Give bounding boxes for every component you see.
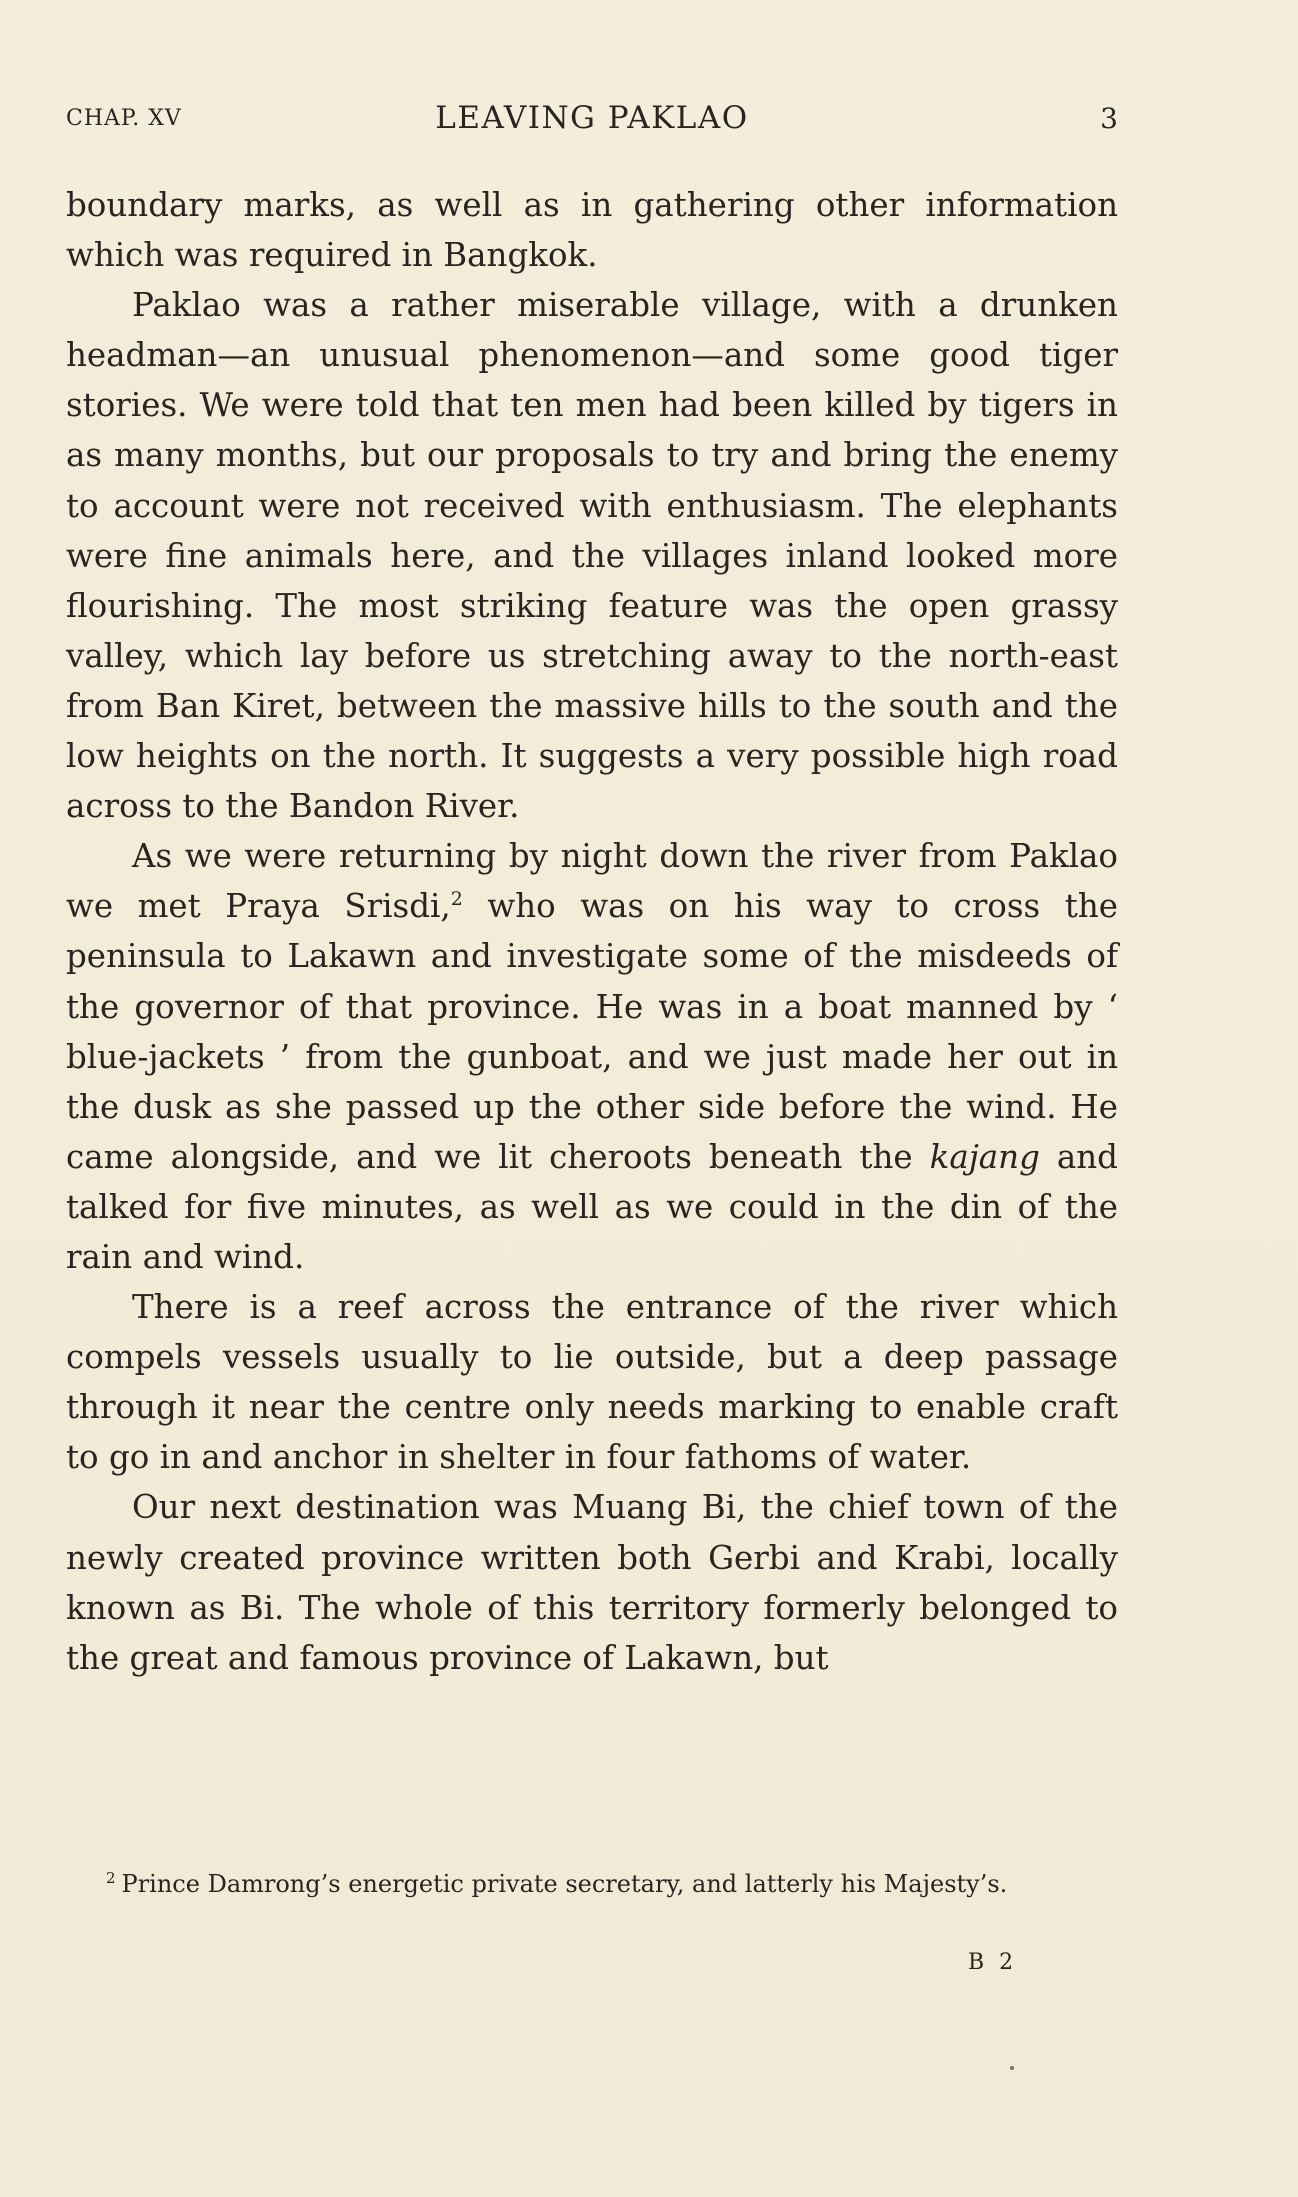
footnote-ref: 2 (450, 888, 463, 911)
running-header (66, 100, 1118, 140)
paper-speck (1010, 2066, 1014, 2070)
paragraph (66, 280, 1118, 831)
footnote-marker: 2 (106, 1869, 116, 1887)
paragraph-text: and talked for five minutes, as well as we could in the din of the rain and wind. (66, 1137, 1118, 1276)
paragraph (66, 180, 1118, 280)
paragraph-text: There is a reef across the entrance of the river which compels vessels usually to lie outside, but a deep passage through it near the centre only needs marking to enable craft to go in and anchor in shelter in four fathoms of water. (66, 1288, 1118, 1477)
page-title: LEAVING PAKLAO (435, 100, 749, 136)
signature-mark: B 2 (968, 1950, 1018, 1975)
footnote-text: Prince Damrong’s energetic private secretary, and latterly his Majesty’s. (121, 1870, 1008, 1898)
paragraph-text: Our next destination was Muang Bi, the chief town of the newly created province written both Gerbi and Krabi, locally known as Bi. The whole of this territory formerly belonged to the great and famous province of Lakawn, but (66, 1488, 1118, 1677)
footnote (66, 1866, 1118, 1902)
paragraph (66, 831, 1118, 1282)
paragraph-text: Paklao was a rather miserable village, with a drunken headman—an unusual phenomenon—and some good tiger stories. We were told that ten men had been killed by tigers in as many months, but our proposals to try and bring the enemy to account were not received with enthusiasm. The elephants were fine animals here, and the villages inland looked more flourishing. The most striking feature was the open grassy valley, which lay before us stretching away to the north-east from Ban Kiret, between the massive hills to the south and the low heights on the north. It suggests a very possible high road across to the Bandon River. (66, 286, 1118, 826)
paragraph-text: boundary marks, as well as in gathering other information which was required in Bangkok. (66, 186, 1118, 275)
paragraph (66, 1282, 1118, 1482)
page-number: 3 (1100, 102, 1118, 135)
chapter-label: CHAP. XV (66, 106, 182, 131)
paragraph-text: As we were returning by night down the river from Paklao we met Praya Srisdi, (66, 837, 1118, 926)
paragraph-text: who was on his way to cross the peninsula to Lakawn and investigate some of the misdeeds of the governor of that province. He was in a boat manned by ‘ blue-jackets ’ from the gunboat, and we just made her out in the dusk as she passed up the other side before the wind. He came alongside, and we lit cheroots beneath the (66, 887, 1118, 1176)
paragraph (66, 1482, 1118, 1682)
body-text (66, 180, 1118, 1683)
italic-term: kajang (929, 1137, 1040, 1176)
